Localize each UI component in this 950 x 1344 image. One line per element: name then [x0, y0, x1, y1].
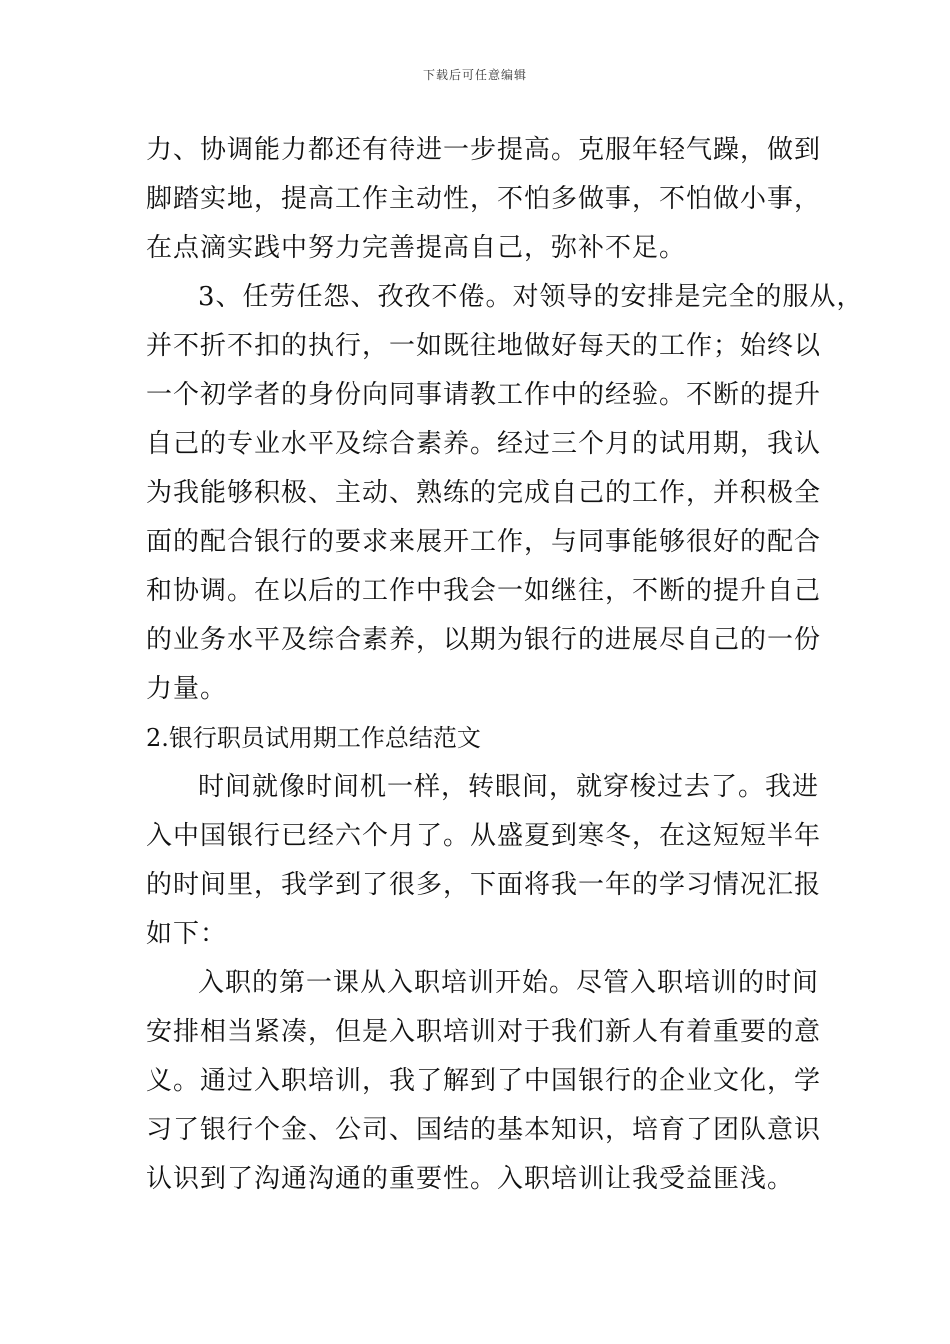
section-heading: 2.银行职员试用期工作总结范文	[146, 724, 481, 752]
text-line: 面的配合银行的要求来展开工作，与同事能够很好的配合	[146, 527, 822, 557]
text-line: 为我能够积极、主动、熟练的完成自己的工作，并积极全	[146, 478, 822, 508]
paragraph-start: 时间就像时间机一样，转眼间，就穿梭过去了。我进	[198, 772, 820, 802]
paragraph-start: 3、任劳任怨、孜孜不倦。对领导的安排是完全的服从，	[198, 282, 864, 312]
text-line: 和协调。在以后的工作中我会一如继往，不断的提升自己	[146, 576, 822, 606]
text-line: 力、协调能力都还有待进一步提高。克服年轻气躁，做到	[146, 135, 822, 165]
text-line: 的时间里，我学到了很多，下面将我一年的学习情况汇报	[146, 870, 822, 900]
text-line: 脚踏实地，提高工作主动性，不怕多做事，不怕做小事，	[146, 184, 822, 214]
text-line: 并不折不扣的执行，一如既往地做好每天的工作；始终以	[146, 331, 822, 361]
text-line: 力量。	[146, 674, 228, 704]
page-header-note: 下载后可任意编辑	[422, 68, 527, 82]
document-body	[146, 126, 864, 1204]
text-line: 如下：	[146, 919, 228, 949]
text-line: 入中国银行已经六个月了。从盛夏到寒冬，在这短短半年	[146, 821, 822, 851]
text-line: 在点滴实践中努力完善提高自己，弥补不足。	[146, 233, 687, 263]
paragraph-start: 入职的第一课从入职培训开始。尽管入职培训的时间	[198, 968, 820, 998]
text-line: 安排相当紧凑，但是入职培训对于我们新人有着重要的意	[146, 1017, 822, 1047]
text-line: 义。通过入职培训，我了解到了中国银行的企业文化，学	[146, 1066, 822, 1096]
text-line: 习了银行个金、公司、国结的基本知识，培育了团队意识	[146, 1115, 822, 1145]
text-line: 的业务水平及综合素养，以期为银行的进展尽自己的一份	[146, 625, 822, 655]
text-line: 一个初学者的身份向同事请教工作中的经验。不断的提升	[146, 380, 822, 410]
text-line: 认识到了沟通沟通的重要性。入职培训让我受益匪浅。	[146, 1164, 795, 1194]
text-line: 自己的专业水平及综合素养。经过三个月的试用期，我认	[146, 429, 822, 459]
